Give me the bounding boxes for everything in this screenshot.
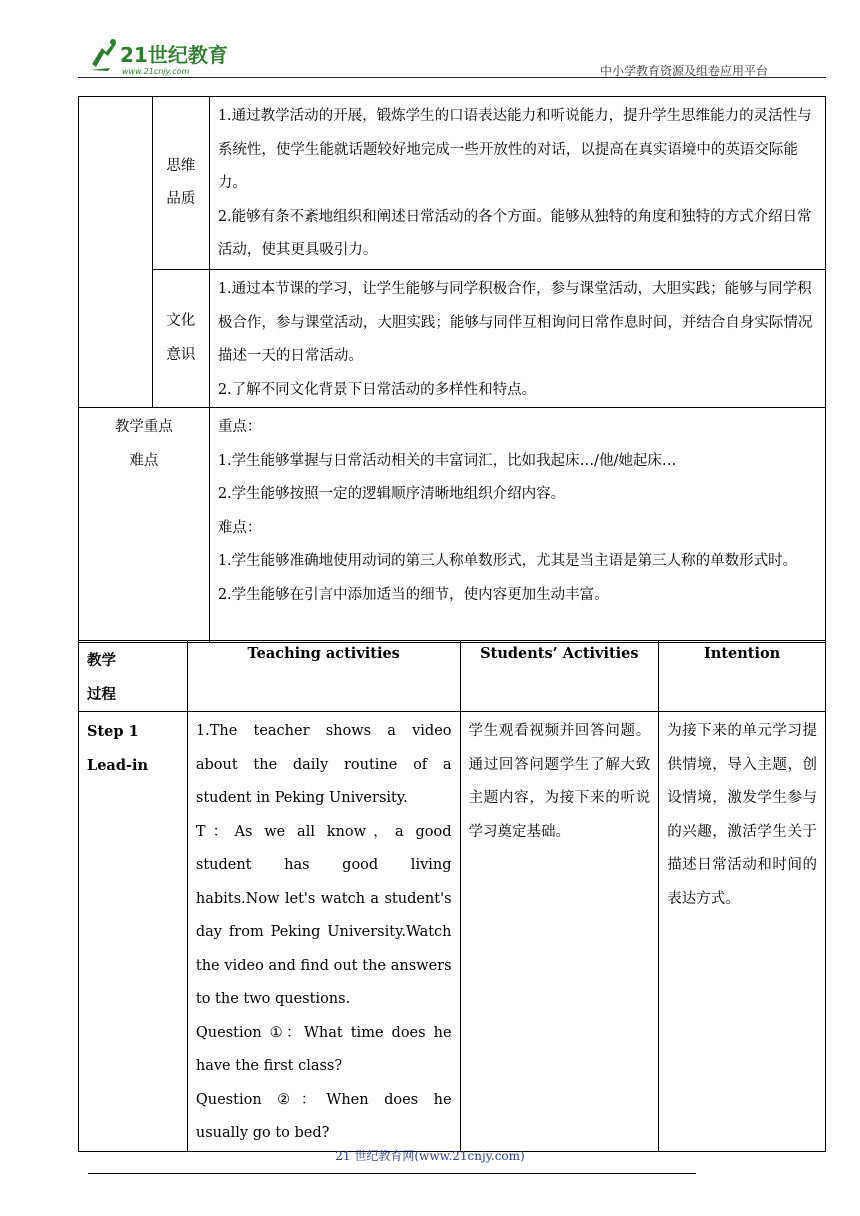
culture-content bbox=[209, 270, 825, 408]
culture-row bbox=[79, 270, 826, 408]
step1-q2: Question ②：When does he usually go to bed? bbox=[195, 1091, 452, 1141]
thinking-p2: 2.能够有条不紊地组织和阐述日常活动的各个方面。能够从独特的角度和独特的方式介绍日常活动，使其更具吸引力。 bbox=[217, 208, 812, 258]
thinking-row bbox=[79, 97, 826, 270]
step1-students: 学生观看视频并回答问题。通过回答问题学生了解大致主题内容，为接下来的听说学习奠定基础。 bbox=[460, 712, 659, 1152]
platform-name: 中小学教育资源及组卷应用平台 bbox=[599, 64, 768, 78]
step1-t1: 1.The teacher shows a video about the daily routine of a student in Peking University. bbox=[195, 723, 452, 806]
objectives-table bbox=[78, 96, 826, 643]
culture-p2: 2.了解不同文化背景下日常活动的多样性和特点。 bbox=[217, 381, 537, 398]
thinking-label: 思维 品质 bbox=[152, 97, 209, 270]
footer-site: 21 世纪教育网(www.21cnjy.com) bbox=[335, 1149, 525, 1163]
process-header-row bbox=[79, 641, 826, 712]
thinking-content bbox=[209, 97, 825, 270]
svg-text:21世纪教育: 21世纪教育 bbox=[120, 43, 228, 67]
process-label: 教学 过程 bbox=[79, 641, 188, 712]
step1-teaching bbox=[187, 712, 460, 1152]
difficulty-1: 1.学生能够准确地使用动词的第三人称单数形式，尤其是当主语是第三人称的单数形式时。 bbox=[217, 553, 798, 569]
difficulty-2: 2.学生能够在引言中添加适当的细节，使内容更加生动丰富。 bbox=[217, 586, 609, 603]
thinking-p1: 1.通过教学活动的开展，锻炼学生的口语表达能力和听说能力，提升学生思维能力的灵活性与系统性，使学生能就话题较好地完成一些开放性的对话，以提高在真实语境中的英语交际能力。 bbox=[217, 108, 812, 191]
focus-1: 1.学生能够掌握与日常活动相关的丰富词汇，比如我起床…/他/她起床… bbox=[217, 452, 677, 469]
step1-t2: T：As we all know，a good student has good living habits.Now let's watch a student's day from Peking University.Watch the video and find out the answers to the two questions. bbox=[195, 823, 452, 1007]
svg-text:www.21cnjy.com: www.21cnjy.com bbox=[122, 67, 190, 76]
difficulty-title: 难点： bbox=[217, 519, 262, 536]
step1-intention: 为接下来的单元学习提供情境，导入主题，创设情境，激发学生参与的兴趣，激活学生关于描述日常活动和时间的表达方式。 bbox=[659, 712, 826, 1152]
key-points-label: 教学重点 难点 bbox=[79, 408, 210, 643]
intention-header: Intention bbox=[659, 641, 826, 712]
key-points-content bbox=[209, 408, 825, 643]
header-rule bbox=[78, 77, 826, 78]
teaching-activities-header: Teaching activities bbox=[187, 641, 460, 712]
step1-row bbox=[79, 712, 826, 1152]
culture-label: 文化 意识 bbox=[152, 270, 209, 408]
students-activities-header: Students’ Activities bbox=[460, 641, 659, 712]
footer-rule bbox=[88, 1173, 696, 1174]
focus-title: 重点： bbox=[217, 419, 262, 435]
key-points-row bbox=[79, 408, 826, 643]
page-header bbox=[78, 28, 826, 78]
21cnjy-logo bbox=[86, 34, 256, 78]
step1-label: Step 1 Lead-in bbox=[79, 712, 188, 1152]
blank-cell bbox=[79, 97, 153, 408]
step1-q1: Question ①：What time does he have the first class? bbox=[195, 1024, 452, 1074]
process-table bbox=[78, 640, 826, 1152]
focus-2: 2.学生能够按照一定的逻辑顺序清晰地组织介绍内容。 bbox=[217, 486, 566, 502]
culture-p1: 1.通过本节课的学习，让学生能够与同学积极合作，参与课堂活动，大胆实践；能够与同学积极合作，参与课堂活动，大胆实践；能够与同伴互相询问日常作息时间，并结合自身实际情况描述一天的日常活动。 bbox=[217, 281, 813, 364]
